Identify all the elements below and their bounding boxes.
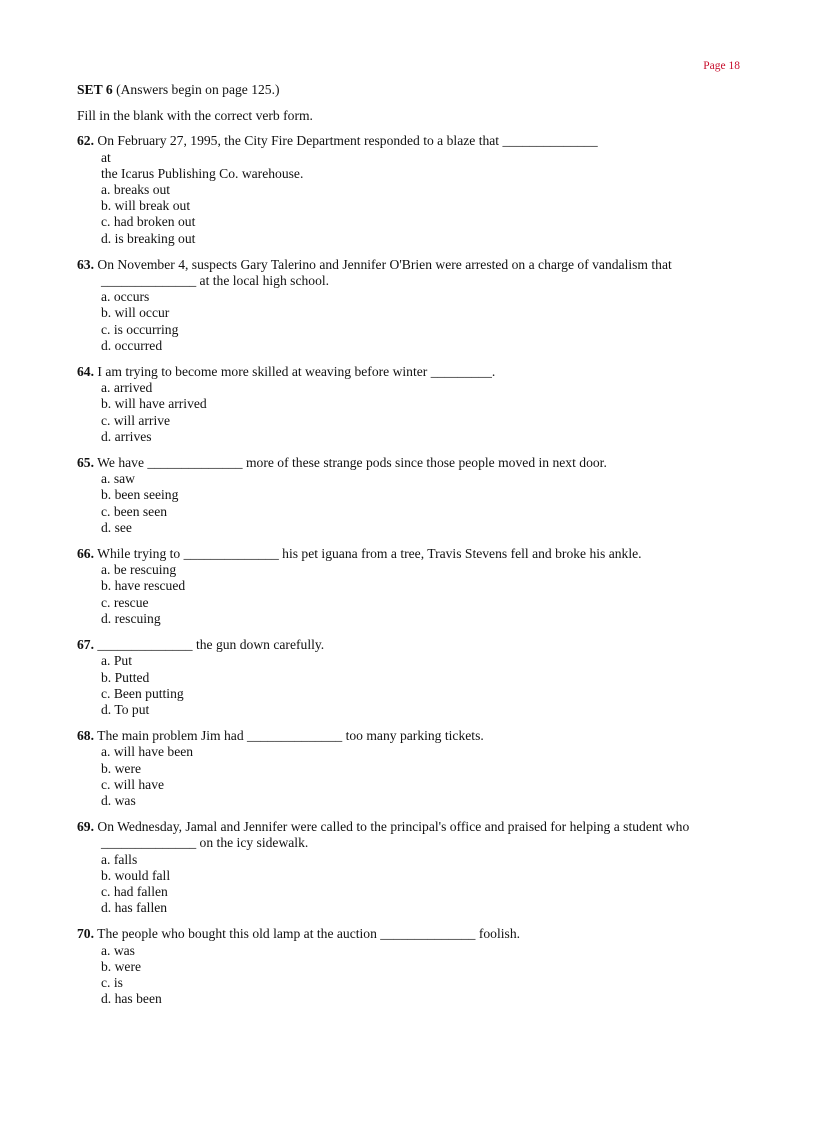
answer-option: a. was bbox=[101, 942, 135, 958]
answer-option: c. rescue bbox=[101, 594, 149, 610]
question-text-continuation: at bbox=[101, 149, 111, 165]
answer-options bbox=[77, 380, 739, 445]
answer-option: c. will have bbox=[101, 776, 165, 792]
question-text: On November 4, suspects Gary Talerino and Jennifer O'Brien were arrested on a charge of vandalism that ______________ at the local high school. bbox=[97, 256, 672, 289]
question-number: 67. bbox=[77, 637, 94, 653]
question-text: I am trying to become more skilled at weaving before winter _________. bbox=[97, 364, 496, 380]
question-63 bbox=[77, 257, 739, 354]
question-number: 69. bbox=[77, 819, 94, 835]
question-stem bbox=[77, 364, 739, 380]
answer-option: c. will arrive bbox=[101, 412, 171, 428]
answer-option: c. is bbox=[101, 974, 123, 990]
answer-options bbox=[77, 653, 739, 718]
answer-options bbox=[77, 289, 739, 354]
question-stem bbox=[77, 546, 739, 562]
answer-option: a. falls bbox=[101, 851, 138, 867]
answer-option: a. breaks out bbox=[101, 182, 171, 198]
set-heading bbox=[77, 82, 739, 98]
answer-option: b. Putted bbox=[101, 669, 150, 685]
question-68 bbox=[77, 728, 739, 809]
worksheet bbox=[77, 82, 739, 1017]
answer-option: d. see bbox=[101, 519, 132, 535]
question-stem bbox=[77, 455, 739, 471]
question-text: ______________ the gun down carefully. bbox=[97, 637, 325, 653]
answer-option: d. occurred bbox=[101, 337, 163, 353]
question-text: On Wednesday, Jamal and Jennifer were called to the principal's office and praised for helping a student who ______________ on the icy sidewalk. bbox=[97, 819, 690, 851]
page-number: Page 18 bbox=[703, 60, 740, 72]
question-stem bbox=[77, 133, 739, 182]
answer-option: d. was bbox=[101, 792, 136, 808]
answer-option: b. will occur bbox=[101, 305, 170, 321]
answer-option: a. will have been bbox=[101, 744, 194, 760]
question-number: 63. bbox=[77, 256, 94, 272]
question-stem bbox=[77, 926, 739, 942]
set-note: (Answers begin on page 125.) bbox=[116, 82, 280, 97]
question-65 bbox=[77, 455, 739, 536]
answer-option: b. been seeing bbox=[101, 487, 179, 503]
question-number: 66. bbox=[77, 546, 94, 562]
question-number: 62. bbox=[77, 133, 94, 149]
answer-option: b. will have arrived bbox=[101, 396, 207, 412]
answer-option: d. is breaking out bbox=[101, 230, 196, 246]
answer-options bbox=[77, 182, 739, 247]
question-70 bbox=[77, 926, 739, 1007]
set-label: SET 6 bbox=[77, 82, 113, 97]
answer-option: c. had fallen bbox=[101, 883, 168, 899]
instructions: Fill in the blank with the correct verb form. bbox=[77, 108, 313, 124]
answer-options bbox=[77, 943, 739, 1008]
question-62 bbox=[77, 133, 739, 246]
answer-option: b. will break out bbox=[101, 198, 191, 214]
question-text: The people who bought this old lamp at the auction ______________ foolish. bbox=[97, 926, 521, 942]
answer-options bbox=[77, 471, 739, 536]
question-number: 70. bbox=[77, 926, 94, 942]
answer-option: d. rescuing bbox=[101, 610, 161, 626]
answer-option: d. arrives bbox=[101, 428, 152, 444]
question-text: The main problem Jim had ______________ too many parking tickets. bbox=[97, 728, 484, 744]
question-number: 64. bbox=[77, 364, 94, 380]
answer-options bbox=[77, 562, 739, 627]
answer-option: a. Put bbox=[101, 653, 132, 669]
answer-option: a. arrived bbox=[101, 380, 153, 396]
question-69 bbox=[77, 819, 739, 916]
answer-option: a. saw bbox=[101, 471, 135, 487]
answer-option: a. be rescuing bbox=[101, 562, 177, 578]
answer-option: b. were bbox=[101, 760, 142, 776]
question-text: While trying to ______________ his pet iguana from a tree, Travis Stevens fell and broke his ankle. bbox=[97, 546, 642, 562]
question-text: On February 27, 1995, the City Fire Department responded to a blaze that ______________ bbox=[97, 133, 598, 149]
question-stem bbox=[77, 637, 739, 653]
question-number: 68. bbox=[77, 728, 94, 744]
question-text-continuation: the Icarus Publishing Co. warehouse. bbox=[101, 165, 304, 181]
answer-option: b. were bbox=[101, 958, 142, 974]
answer-options bbox=[77, 744, 739, 809]
answer-options bbox=[77, 852, 739, 917]
question-text: We have ______________ more of these strange pods since those people moved in next door. bbox=[97, 455, 607, 471]
question-stem bbox=[77, 819, 739, 851]
answer-option: d. has been bbox=[101, 991, 162, 1007]
answer-option: c. is occurring bbox=[101, 321, 179, 337]
answer-option: d. has fallen bbox=[101, 900, 168, 916]
answer-option: b. would fall bbox=[101, 867, 171, 883]
answer-option: c. Been putting bbox=[101, 685, 184, 701]
question-stem bbox=[77, 728, 739, 744]
question-64 bbox=[77, 364, 739, 445]
question-number: 65. bbox=[77, 455, 94, 471]
question-67 bbox=[77, 637, 739, 718]
question-66 bbox=[77, 546, 739, 627]
answer-option: b. have rescued bbox=[101, 578, 186, 594]
answer-option: d. To put bbox=[101, 701, 150, 717]
answer-option: a. occurs bbox=[101, 289, 150, 305]
question-list bbox=[77, 133, 739, 1007]
answer-option: c. had broken out bbox=[101, 214, 196, 230]
answer-option: c. been seen bbox=[101, 503, 168, 519]
question-stem bbox=[77, 257, 739, 289]
